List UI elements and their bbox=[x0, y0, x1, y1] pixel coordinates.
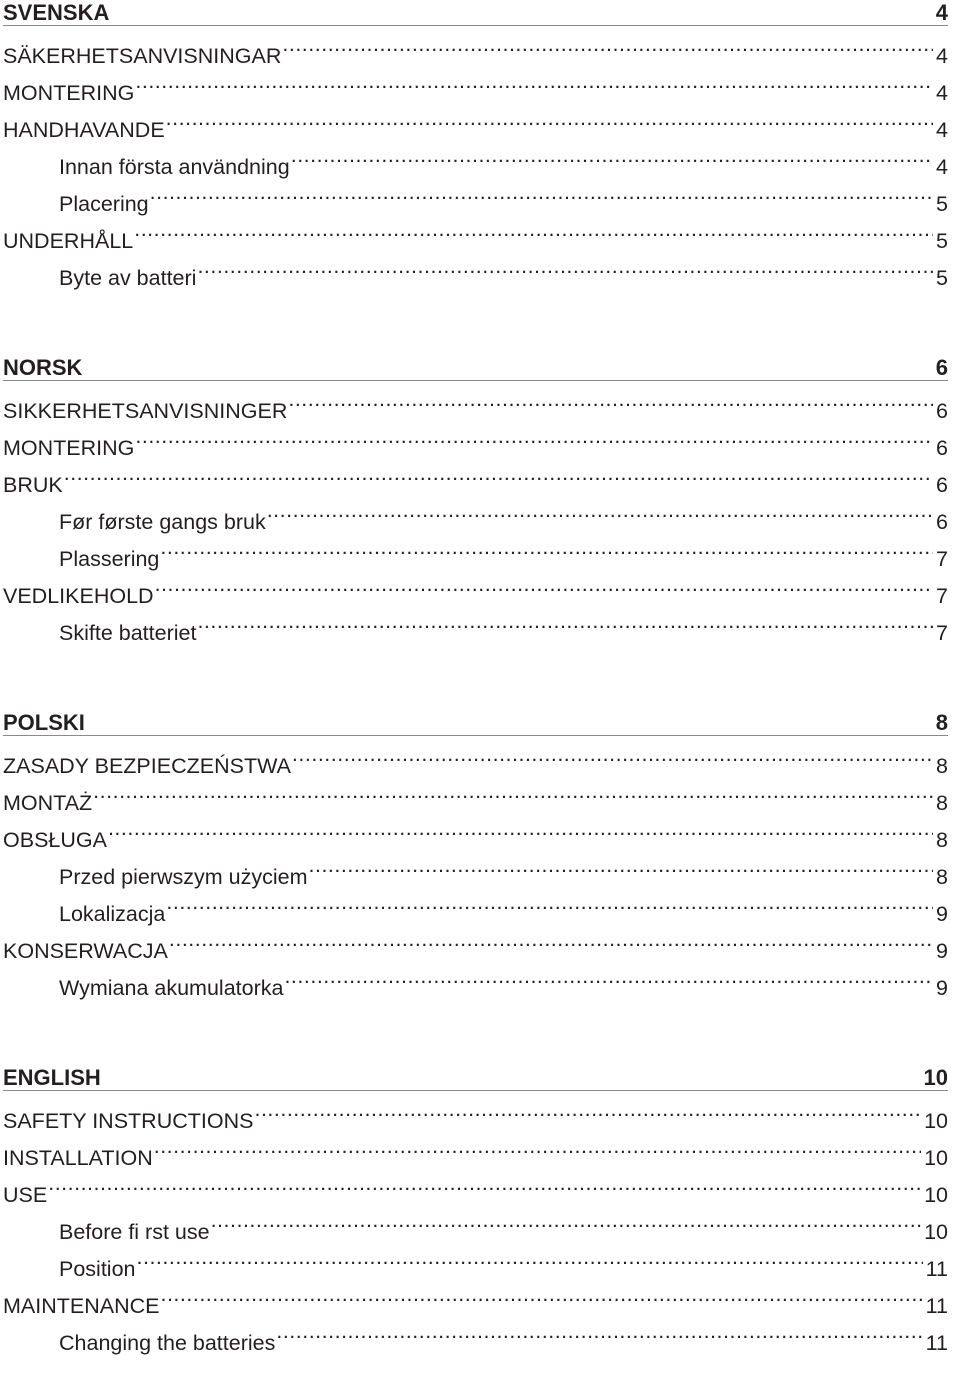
toc-entry-label: VEDLIKEHOLD bbox=[3, 584, 154, 608]
toc-subentry[interactable] bbox=[3, 248, 948, 290]
dot-leader bbox=[288, 381, 933, 418]
toc-entry-label: MONTERING bbox=[3, 436, 135, 460]
toc-entry-page: 7 bbox=[936, 621, 948, 645]
toc-entry[interactable] bbox=[3, 100, 948, 142]
dot-leader bbox=[154, 1128, 921, 1165]
toc-entry-page: 6 bbox=[936, 473, 948, 497]
toc-entry-label: ZASADY BEZPIECZEŃSTWA bbox=[3, 754, 291, 778]
toc-entry-label: Byte av batteri bbox=[59, 266, 197, 290]
dot-leader bbox=[309, 847, 934, 884]
table-of-contents bbox=[3, 0, 948, 1355]
toc-entry-page: 9 bbox=[936, 976, 948, 1000]
toc-entry[interactable] bbox=[3, 381, 948, 423]
toc-entry-label: KONSERWACJA bbox=[3, 939, 168, 963]
toc-entry-page: 8 bbox=[936, 791, 948, 815]
section-title: POLSKI bbox=[3, 710, 85, 735]
toc-entry-page: 10 bbox=[924, 1183, 948, 1207]
toc-section-polski bbox=[3, 710, 948, 1000]
toc-entry-page: 10 bbox=[924, 1146, 948, 1170]
toc-entry-page: 11 bbox=[925, 1257, 948, 1281]
dot-leader bbox=[135, 418, 933, 455]
toc-entry[interactable] bbox=[3, 26, 948, 68]
toc-entry-label: Wymiana akumulatorka bbox=[59, 976, 284, 1000]
toc-entry-label: SIKKERHETSANVISNINGER bbox=[3, 399, 288, 423]
toc-entry[interactable] bbox=[3, 1091, 948, 1133]
toc-entry-label: Før første gangs bruk bbox=[59, 510, 266, 534]
toc-entry-page: 8 bbox=[936, 754, 948, 778]
dot-leader bbox=[93, 773, 933, 810]
toc-entry-label: MAINTENANCE bbox=[3, 1294, 160, 1318]
dot-leader bbox=[197, 248, 933, 285]
section-heading[interactable] bbox=[3, 1065, 948, 1091]
toc-entry-page: 7 bbox=[936, 547, 948, 571]
toc-entry-page: 8 bbox=[936, 865, 948, 889]
toc-entry-label: Position bbox=[59, 1257, 136, 1281]
dot-leader bbox=[48, 1165, 921, 1202]
toc-entry-page: 11 bbox=[925, 1331, 948, 1355]
dot-leader bbox=[197, 603, 933, 640]
toc-section-norsk bbox=[3, 355, 948, 645]
toc-entry-label: Changing the batteries bbox=[59, 1331, 276, 1355]
dot-leader bbox=[291, 137, 933, 174]
dot-leader bbox=[166, 100, 933, 137]
toc-entry-page: 7 bbox=[936, 584, 948, 608]
section-heading[interactable] bbox=[3, 0, 948, 26]
dot-leader bbox=[276, 1313, 922, 1350]
dot-leader bbox=[108, 810, 933, 847]
toc-entry-label: MONTAŻ bbox=[3, 791, 93, 815]
dot-leader bbox=[155, 566, 933, 603]
toc-subentry[interactable] bbox=[3, 1202, 948, 1244]
toc-entry-label: Innan första användning bbox=[59, 155, 290, 179]
toc-entry-label: HANDHAVANDE bbox=[3, 118, 165, 142]
toc-entry-page: 10 bbox=[924, 1109, 948, 1133]
toc-entry-page: 5 bbox=[936, 266, 948, 290]
toc-entry-label: USE bbox=[3, 1183, 48, 1207]
section-page-number: 4 bbox=[935, 0, 948, 25]
toc-entry-page: 6 bbox=[936, 510, 948, 534]
section-page-number: 10 bbox=[923, 1065, 948, 1090]
dot-leader bbox=[150, 174, 933, 211]
dot-leader bbox=[160, 529, 933, 566]
toc-entry[interactable] bbox=[3, 1276, 948, 1318]
toc-entry-label: MONTERING bbox=[3, 81, 135, 105]
dot-leader bbox=[292, 736, 933, 773]
toc-subentry[interactable] bbox=[3, 847, 948, 889]
dot-leader bbox=[64, 455, 933, 492]
section-heading[interactable] bbox=[3, 710, 948, 736]
toc-entry-label: SAFETY INSTRUCTIONS bbox=[3, 1109, 254, 1133]
toc-section-english bbox=[3, 1065, 948, 1355]
dot-leader bbox=[267, 492, 933, 529]
dot-leader bbox=[166, 884, 933, 921]
dot-leader bbox=[134, 211, 933, 248]
toc-entry-page: 4 bbox=[936, 118, 948, 142]
section-page-number: 6 bbox=[935, 355, 948, 380]
dot-leader bbox=[211, 1202, 922, 1239]
toc-entry-label: OBSŁUGA bbox=[3, 828, 107, 852]
toc-entry[interactable] bbox=[3, 211, 948, 253]
section-heading[interactable] bbox=[3, 355, 948, 381]
toc-entry-page: 11 bbox=[925, 1294, 948, 1318]
dot-leader bbox=[135, 63, 933, 100]
section-page-number: 8 bbox=[935, 710, 948, 735]
toc-entry-page: 4 bbox=[936, 81, 948, 105]
toc-entry-page: 4 bbox=[936, 155, 948, 179]
toc-entry-label: BRUK bbox=[3, 473, 63, 497]
toc-entry[interactable] bbox=[3, 773, 948, 815]
toc-entry[interactable] bbox=[3, 810, 948, 852]
dot-leader bbox=[254, 1091, 921, 1128]
toc-entry-page: 6 bbox=[936, 436, 948, 460]
toc-entry-page: 9 bbox=[936, 939, 948, 963]
toc-entry-label: Skifte batteriet bbox=[59, 621, 197, 645]
toc-entry-label: Plassering bbox=[59, 547, 160, 571]
toc-entry-label: SÄKERHETSANVISNINGAR bbox=[3, 44, 282, 68]
section-title: NORSK bbox=[3, 355, 83, 380]
toc-entry[interactable] bbox=[3, 736, 948, 778]
toc-entry-page: 5 bbox=[936, 192, 948, 216]
toc-section-svenska bbox=[3, 0, 948, 290]
toc-entry-label: UNDERHÅLL bbox=[3, 229, 134, 253]
toc-entry[interactable] bbox=[3, 63, 948, 105]
toc-entry-label: Placering bbox=[59, 192, 149, 216]
toc-entry-label: INSTALLATION bbox=[3, 1146, 153, 1170]
dot-leader bbox=[284, 958, 933, 995]
toc-entry-label: Przed pierwszym użyciem bbox=[59, 865, 308, 889]
toc-entry[interactable] bbox=[3, 455, 948, 497]
dot-leader bbox=[160, 1276, 922, 1313]
toc-subentry[interactable] bbox=[3, 492, 948, 534]
toc-subentry[interactable] bbox=[3, 1239, 948, 1281]
toc-entry-page: 6 bbox=[936, 399, 948, 423]
toc-entry-page: 4 bbox=[936, 44, 948, 68]
section-title: SVENSKA bbox=[3, 0, 110, 25]
dot-leader bbox=[169, 921, 933, 958]
toc-entry-label: Lokalizacja bbox=[59, 902, 166, 926]
dot-leader bbox=[282, 26, 933, 63]
dot-leader bbox=[137, 1239, 923, 1276]
toc-entry-page: 9 bbox=[936, 902, 948, 926]
toc-entry-page: 8 bbox=[936, 828, 948, 852]
toc-entry-page: 5 bbox=[936, 229, 948, 253]
section-title: ENGLISH bbox=[3, 1065, 101, 1090]
toc-entry[interactable] bbox=[3, 418, 948, 460]
toc-entry-label: Before fi rst use bbox=[59, 1220, 210, 1244]
toc-entry-page: 10 bbox=[924, 1220, 948, 1244]
toc-entry[interactable] bbox=[3, 1165, 948, 1207]
